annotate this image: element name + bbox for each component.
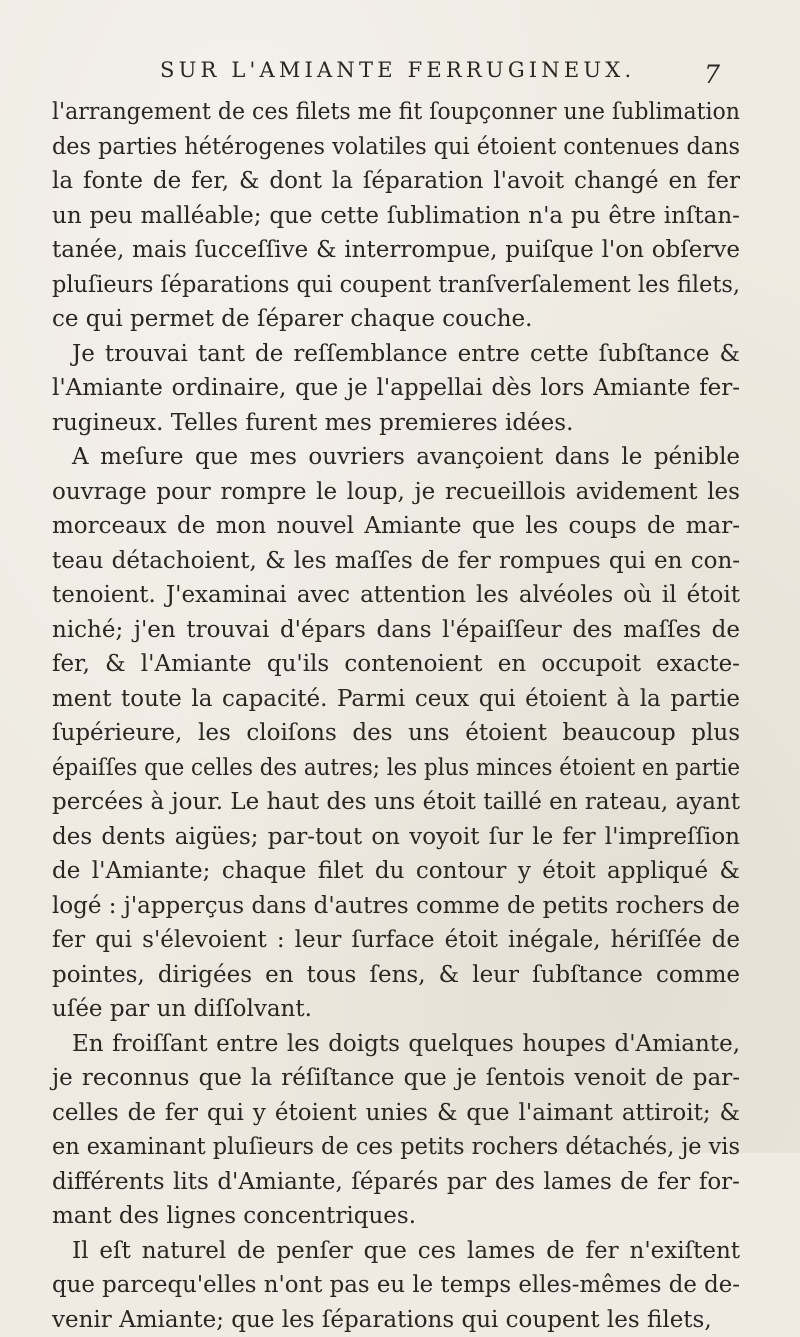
running-title: SUR L'AMIANTE FERRUGINEUX. (160, 58, 635, 82)
running-head (160, 58, 720, 88)
text-line: Je trouvai tant de reſſemblance entre cette ſubſtance & (52, 337, 740, 372)
body-text (52, 95, 740, 1337)
text-line: Il eſt naturel de penſer que ces lames de fer n'exiſtent (52, 1234, 740, 1269)
text-line: venir Amiante; que les ſéparations qui coupent les filets, (52, 1303, 740, 1337)
text-line: des dents aigües; par-tout on voyoit ſur le fer l'impreſſion (52, 820, 740, 855)
text-line: celles de fer qui y étoient unies & que l'aimant attiroit; & (52, 1096, 740, 1131)
text-line: teau détachoient, & les maſſes de fer rompues qui en con- (52, 544, 740, 579)
text-line: pluſieurs ſéparations qui coupent tranſverſalement les filets, (52, 268, 740, 303)
text-line: fer qui s'élevoient : leur ſurface étoit inégale, hériſſée de (52, 923, 740, 958)
text-line: épaiſſes que celles des autres; les plus minces étoient en partie (52, 751, 740, 786)
text-line: percées à jour. Le haut des uns étoit taillé en rateau, ayant (52, 785, 740, 820)
text-line: En froiſſant entre les doigts quelques houpes d'Amiante, (52, 1027, 740, 1062)
text-line: tenoient. J'examinai avec attention les alvéoles où il étoit (52, 578, 740, 613)
text-line: ouvrage pour rompre le loup, je recueillois avidement les (52, 475, 740, 510)
text-line: A meſure que mes ouvriers avançoient dans le pénible (52, 440, 740, 475)
text-line: que parcequ'elles n'ont pas eu le temps elles-mêmes de de- (52, 1268, 740, 1303)
text-line: l'arrangement de ces filets me fit ſoupçonner une ſublimation (52, 95, 740, 130)
text-line: pointes, dirigées en tous ſens, & leur ſubſtance comme (52, 958, 740, 993)
text-line: des parties hétérogenes volatiles qui étoient contenues dans (52, 130, 740, 165)
text-line: l'Amiante ordinaire, que je l'appellai dès lors Amiante fer- (52, 371, 740, 406)
text-line: ce qui permet de ſéparer chaque couche. (52, 302, 740, 337)
text-line: morceaux de mon nouvel Amiante que les coups de mar- (52, 509, 740, 544)
text-line: niché; j'en trouvai d'épars dans l'épaiſſeur des maſſes de (52, 613, 740, 648)
text-line: la fonte de fer, & dont la ſéparation l'avoit changé en fer (52, 164, 740, 199)
text-line: je reconnus que la réſiſtance que je ſentois venoit de par- (52, 1061, 740, 1096)
page-number: 7 (704, 60, 720, 89)
text-line: uſée par un diſſolvant. (52, 992, 740, 1027)
text-line: un peu malléable; que cette ſublimation n'a pu être inſtan- (52, 199, 740, 234)
text-line: différents lits d'Amiante, ſéparés par des lames de fer for- (52, 1165, 740, 1200)
text-line: tanée, mais ſucceſſive & interrompue, puiſque l'on obſerve (52, 233, 740, 268)
text-line: ſupérieure, les cloiſons des uns étoient beaucoup plus (52, 716, 740, 751)
text-line: ment toute la capacité. Parmi ceux qui étoient à la partie (52, 682, 740, 717)
text-line: de l'Amiante; chaque filet du contour y étoit appliqué & (52, 854, 740, 889)
text-line: en examinant pluſieurs de ces petits rochers détachés, je vis (52, 1130, 740, 1165)
text-line: fer, & l'Amiante qu'ils contenoient en occupoit exacte- (52, 647, 740, 682)
text-line: rugineux. Telles furent mes premieres idées. (52, 406, 740, 441)
text-line: mant des lignes concentriques. (52, 1199, 740, 1234)
text-line: logé : j'apperçus dans d'autres comme de petits rochers de (52, 889, 740, 924)
